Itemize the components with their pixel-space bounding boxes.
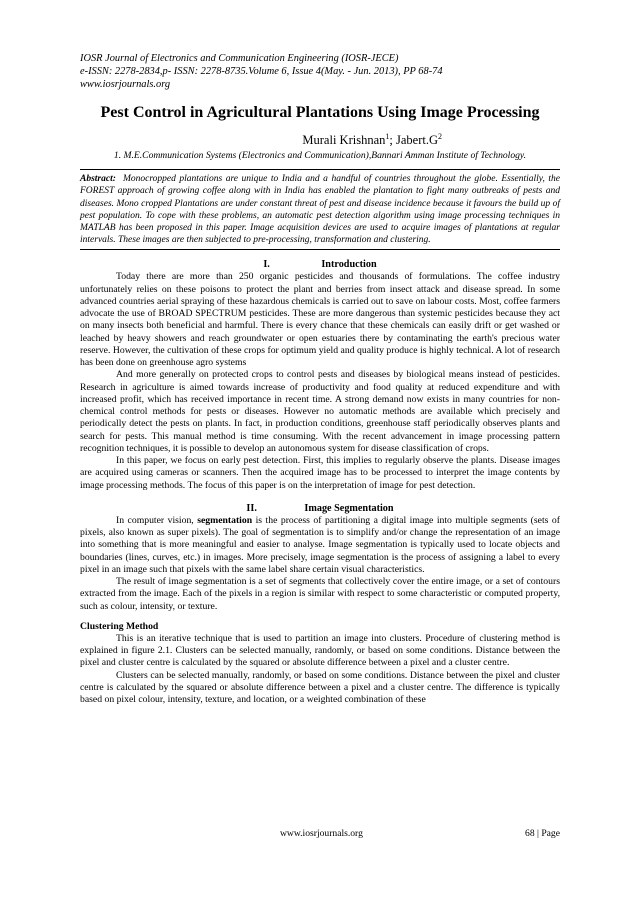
abstract-text: Monocropped plantations are unique to India and a handful of countries throughout the globe. Essentially, the FOREST approach of growing coffee along with in India has enabled the plantation to fight many outbreaks of pests and diseases. Mono cropped Plantations are under constant threat of pest and disease incidence because it favours the build up of pest population. To cope with these problems, an automatic pest detection algorithm using image processing techniques in MATLAB has been proposed in this paper. Image acquisition devices are used to acquire images of plantations at regular intervals. These images are then subjected to pre-processing, transformation and clustering. [80,174,561,246]
author-1: Murali Krishnan [302,133,386,148]
journal-issn: e-ISSN: 2278-2834,p- ISSN: 2278-8735.Volume 6, Issue 4(May. - Jun. 2013), PP 68-74 [80,66,443,77]
intro-paragraph-3: In this paper, we focus on early pest detection. First, this implies to regularly observe the plants. Disease images are acquired using cameras or scanners. Then the acquired image has to be processed to interpret the image contents by image processing methods. The focus of this paper is on the interpretation of image for pest detection. [80,455,560,491]
segmentation-paragraph-2: The result of image segmentation is a set of segments that collectively cover the entire image, or a set of contours extracted from the image. Each of the pixels in a region is similar with respect to some characteristic or computed property, such as colour, intensity, or texture. [80,576,560,612]
author-separator: ; [389,133,396,148]
subheading-clustering-method: Clustering Method [80,620,159,632]
section-number: II. [246,502,257,514]
section-heading-introduction [80,258,560,271]
journal-header [80,52,560,91]
clustering-paragraph-1: This is an iterative technique that is used to partition an image into clusters. Procedure of clustering method is explained in figure 2.1. Clusters can be selected manually, randomly, or based on some conditions. Distance between the pixel and cluster centre is calculated by the squared or absolute difference between a pixel and a cluster centre. [80,632,560,669]
term-segmentation: segmentation [197,514,253,526]
segmentation-paragraph-1: In computer vision, segmentation is the process of partitioning a digital image into multiple segments (sets of pixels, also known as super pixels). The goal of segmentation is to simplify and/or change the representation of an image into something that is more meaningful and easier to analyse. Image segmentation is typically used to locate objects and boundaries (lines, curves, etc.) in images. More precisely, image segmentation is the process of assigning a label to every pixel in an image such that pixels with the same label share certain visual characteristics. [80,514,560,575]
intro-paragraph-2: And more generally on protected crops to control pests and diseases by biological means instead of pesticides. Research in agriculture is aimed towards increase of productivity and food quality at reduced expenditure and with increased profit, which has received importance in recent time. A strong demand now exists in many countries for non-chemical control methods for pests or diseases. However no automatic methods are available which precisely and periodically detect the pests on plants. In fact, in production conditions, greenhouse staff periodically observes plants and search for pests. This manual method is time consuming. With the recent advancement in image processing pattern recognition techniques, it is possible to develop an autonomous system for disease classification of crops. [80,369,560,454]
clustering-paragraph-2: Clusters can be selected manually, randomly, or based on some conditions. Distance between the pixel and cluster centre is calculated by the squared or absolute difference between a pixel and a cluster centre. The difference is typically based on pixel colour, intensity, texture, and location, or a weighted combination of these [80,669,560,706]
author-2-affil-mark: 2 [438,132,442,141]
author-1-affil-mark: 1 [385,132,390,141]
journal-name: IOSR Journal of Electronics and Communication Engineering (IOSR-JECE) [80,53,399,64]
section-heading-segmentation [80,502,560,515]
abstract-label: Abstract: [80,174,116,185]
footer-url: www.iosrjournals.org [280,828,363,839]
author-line [80,129,560,148]
affiliation: 1. M.E.Communication Systems (Electronics and Communication),Bannari Amman Institute of Technology. [113,150,527,162]
section-title: Image Segmentation [304,502,394,514]
author-2: Jabert.G [396,133,438,148]
page-number: 68 | Page [525,828,560,839]
abstract [80,173,560,246]
paper-title: Pest Control in Agricultural Plantations Using Image Processing [100,104,540,121]
section-number: I. [263,259,270,271]
section-title: Introduction [321,259,377,271]
intro-paragraph-1: Today there are more than 250 organic pesticides and thousands of formulations. The coffee industry unfortunately relies on these poisons to protect the plant and berries from insect attack and disease spread. In some advanced countries aerial spraying of these hazardous chemicals is carried out to save on labour costs. Most, coffee farmers advocate the use of BROAD SPECTRUM pesticides. These are more dangerous than systemic pesticides because they act on many insects both beneficial and harmful. There is every chance that these chemicals can easily drift or get washed or leached by heavy showers and reach groundwater or open estuaries there by contaminating the earth's precious water reserve. However, the cultivation of these crops for optimum yield and quality produce is highly technical. A lot of research has been done on greenhouse agro systems [80,271,560,369]
paper-page [80,52,560,706]
divider-bottom [80,249,560,250]
divider-top [80,169,560,170]
journal-url: www.iosrjournals.org [80,79,171,90]
